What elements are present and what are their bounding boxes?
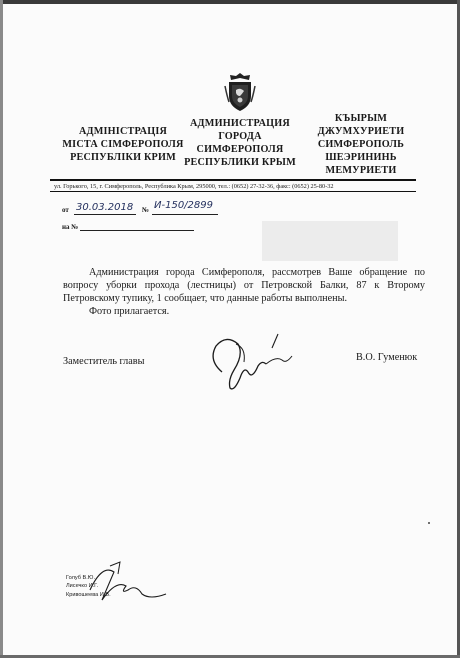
addressee-redacted — [262, 221, 398, 261]
executor-name: Лисечко И.Г. — [66, 583, 99, 590]
header-line: ГОРОДА — [218, 131, 262, 142]
reference-label: на № — [62, 223, 79, 231]
handwritten-signature — [200, 326, 310, 398]
contact-address: ул. Горького, 15, г. Симферополь, Республика Крым, 295000, тел.: (0652) 27-32-36, факс: (0652) 25-80-32 — [54, 183, 334, 190]
signer-name: В.О. Гуменюк — [356, 352, 418, 363]
header-line: СИМФЕРОПОЛЬ — [317, 139, 405, 150]
date-underline — [74, 214, 136, 215]
header-left-ukrainian — [58, 125, 188, 164]
header-line: СИМФЕРОПОЛЯ — [196, 144, 284, 155]
header-line: ШЕЭРИНИНЬ — [325, 152, 397, 163]
date-value: 30.03.2018 — [76, 202, 134, 213]
body-paragraph: Фото прилагается. — [89, 306, 170, 317]
date-label: от — [62, 206, 69, 214]
header-line: ДЖУМХУРИЕТИ — [317, 126, 405, 137]
letter-body — [63, 266, 425, 318]
header-divider-thick — [50, 179, 416, 181]
body-paragraph: Администрация города Симферополя, рассмотрев Ваше обращение по вопросу уборки прохода (лестницы) от Петровской Балки, 87 к Второму Петровскому тупику, 1 сообщает, что данные работы выполнены. — [63, 267, 425, 304]
header-line: КЪЫРЫМ — [334, 113, 388, 124]
header-line: МЕМУРИЕТИ — [325, 165, 397, 176]
header-line: РЕСПУБЛІКИ КРИМ — [70, 152, 176, 163]
header-center-russian — [183, 117, 297, 169]
crimea-coat-of-arms-icon — [223, 72, 257, 112]
header-divider-thin — [50, 191, 416, 192]
signer-role: Заместитель главы — [63, 356, 145, 367]
header-line: АДМІНІСТРАЦІЯ — [78, 126, 168, 137]
number-label: № — [142, 206, 150, 214]
scan-border-left — [0, 0, 3, 658]
header-line: РЕСПУБЛИКИ КРЫМ — [184, 157, 296, 168]
scan-speck — [428, 522, 430, 524]
header-line: МІСТА СІМФЕРОПОЛЯ — [62, 139, 184, 150]
executor-name: Голуб В.Ю. — [66, 575, 96, 581]
number-underline — [152, 214, 218, 215]
number-value: И-150/2899 — [154, 200, 213, 211]
executor-name: Кривошеева И.В. — [66, 591, 111, 598]
executors-list — [66, 574, 111, 599]
header-right-crimean-tatar — [306, 112, 416, 177]
scan-border-top — [0, 0, 460, 4]
reference-underline — [80, 230, 194, 231]
header-line: АДМИНИСТРАЦИЯ — [190, 118, 290, 129]
